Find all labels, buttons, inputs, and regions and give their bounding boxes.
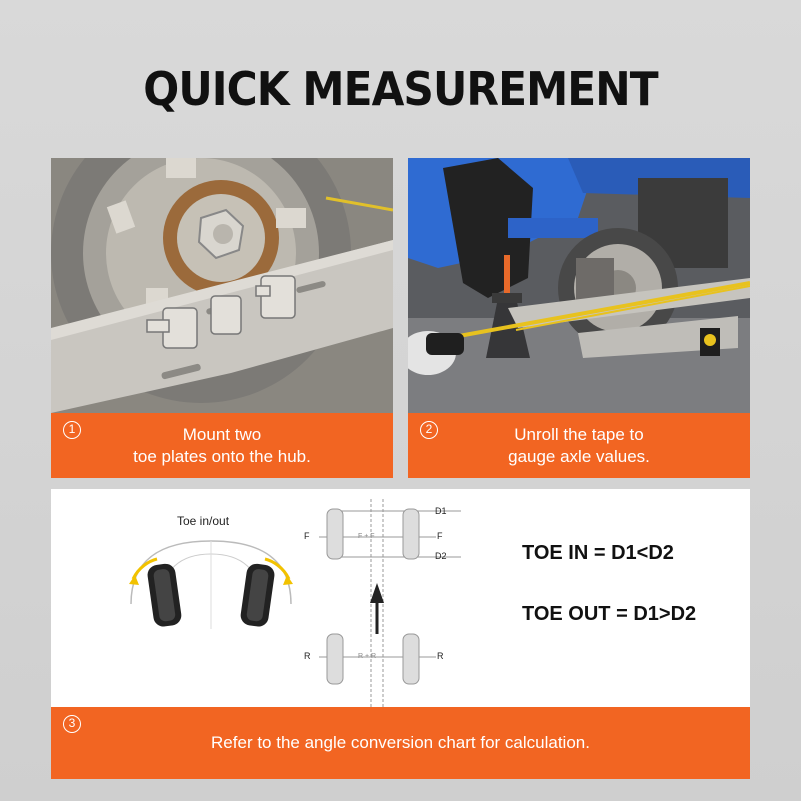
step-2-caption [408, 413, 750, 478]
r-center-label: R + R [358, 653, 377, 660]
tape-measure-photo [408, 158, 750, 413]
step-number-badge: 3 [63, 715, 81, 733]
toe-car-illustration [121, 529, 301, 639]
step-3-text: Refer to the angle conversion chart for calculation. [211, 733, 590, 752]
step-number-badge: 2 [420, 421, 438, 439]
step-1-panel [51, 158, 393, 478]
toe-label: Toe in/out [177, 514, 230, 528]
step-1-caption [51, 413, 393, 478]
step-2-panel [408, 158, 750, 478]
f-right-label: F [437, 531, 443, 541]
r-left-label: R [304, 651, 311, 661]
step-1-text: Mount two toe plates onto the hub. [133, 424, 311, 466]
toe-out-formula: TOE OUT = D1>D2 [522, 603, 697, 625]
step-3-caption [51, 707, 750, 779]
step-3-panel [51, 489, 750, 779]
hub-toe-plate-photo [51, 158, 393, 413]
r-right-label: R [437, 651, 444, 661]
d2-label: D2 [435, 551, 447, 561]
step-number-badge: 1 [63, 421, 81, 439]
step-2-text: Unroll the tape to gauge axle values. [508, 424, 650, 466]
page-title: QUICK MEASUREMENT [143, 62, 658, 116]
d1-label: D1 [435, 506, 447, 516]
toe-in-formula: TOE IN = D1<D2 [522, 542, 674, 564]
f-left-label: F [304, 531, 310, 541]
f-center-label: F + F [358, 533, 375, 540]
